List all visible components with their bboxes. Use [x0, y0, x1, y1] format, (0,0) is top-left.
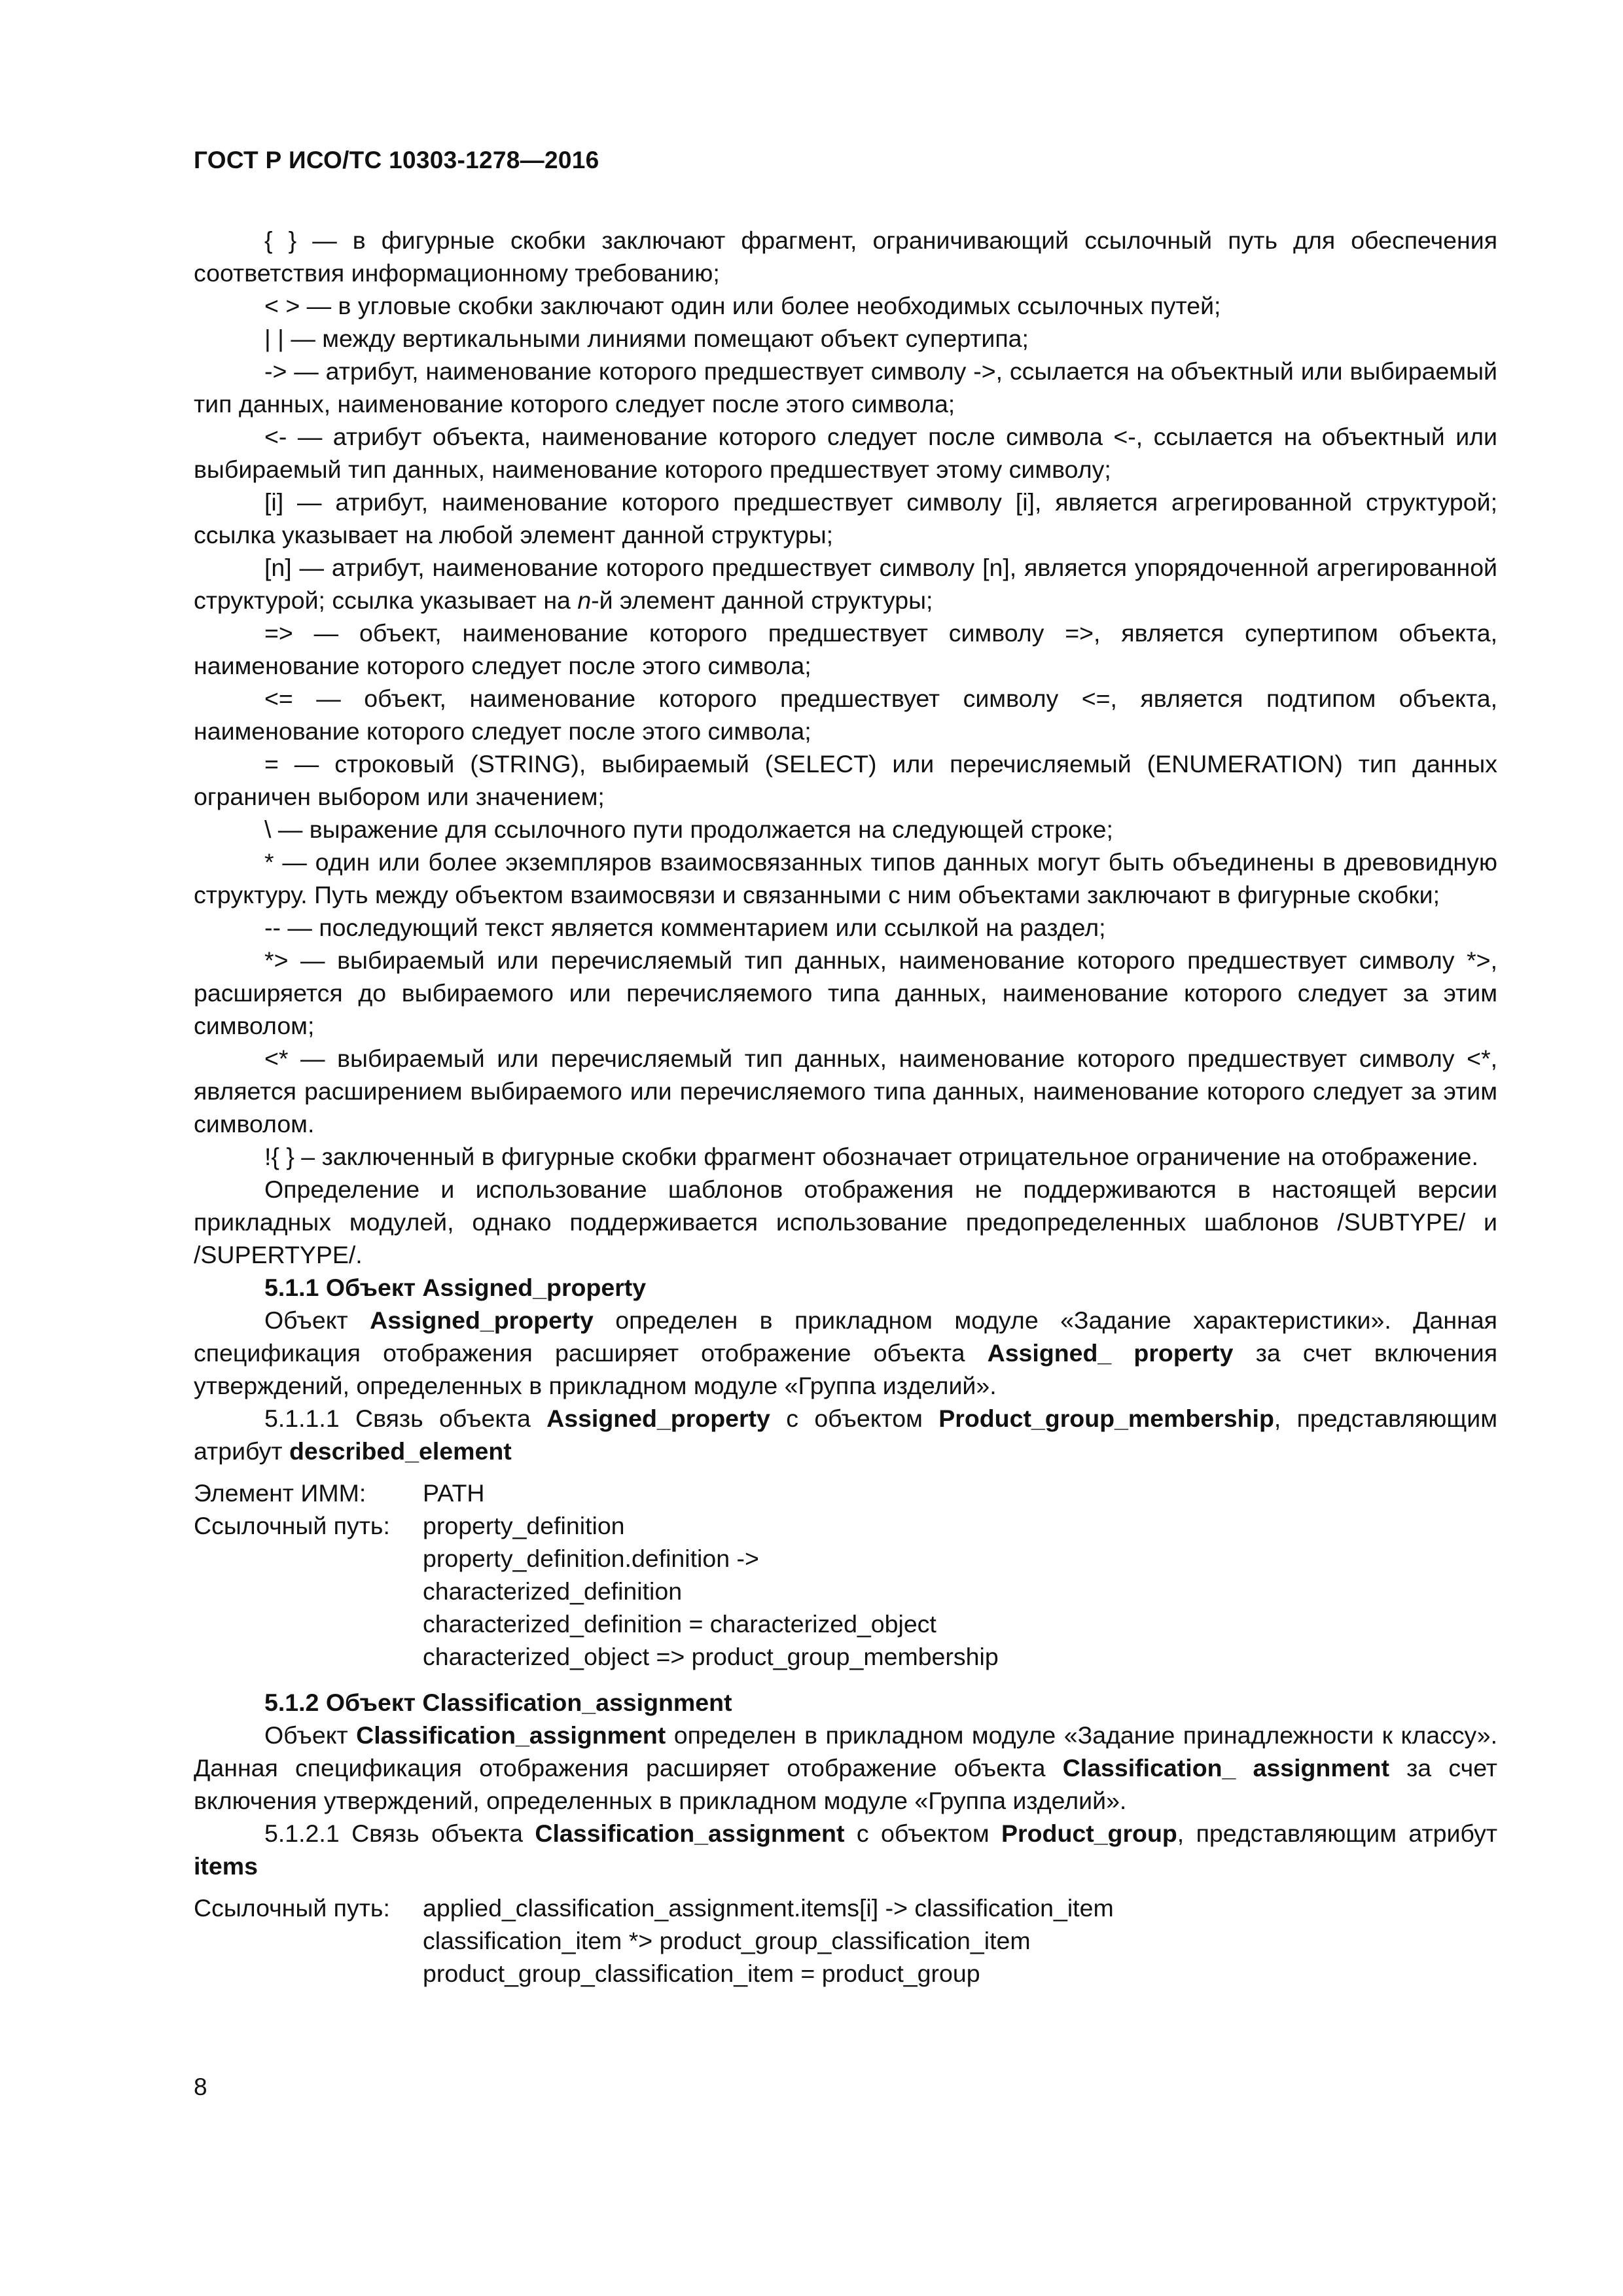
bold-term: Product_group — [1001, 1820, 1177, 1847]
notation-item: -- — последующий текст является комментарием или ссылкой на раздел; — [264, 914, 1106, 941]
reference-path-line: product_group_classification_item = product_group — [423, 1960, 980, 1987]
notation-item — [194, 551, 1497, 617]
reference-path-line: property_definition.definition -> — [423, 1545, 759, 1572]
notation-item: < > — в угловые скобки заключают один или более необходимых ссылочных путей; — [264, 292, 1221, 319]
text-run: определен в прикладном модуле «Задание характеристики». Данная спецификация отображения расширяет отображение объекта — [194, 1306, 1497, 1367]
notation-item: \ — выражение для ссылочного пути продолжается на следующей строке; — [264, 816, 1113, 843]
text-run: , представляющим атрибут — [1177, 1820, 1498, 1847]
mapping-row — [194, 1575, 1497, 1607]
text-run: за счет включения утверждений, определенных в прикладном модуле «Группа изделий». — [194, 1754, 1497, 1814]
bold-term: Assigned_property — [370, 1306, 594, 1334]
notation-item: => — объект, наименование которого предшествует символу =>, является супертипом объекта, наименование которого следует после этого символа; — [194, 619, 1497, 679]
mapping-row — [194, 1640, 1497, 1673]
bold-term: Assigned_property — [546, 1405, 770, 1432]
reference-path-line: classification_item *> product_group_classification_item — [423, 1927, 1031, 1954]
reference-path-line: applied_classification_assignment.items[i] -> classification_item — [423, 1894, 1114, 1922]
body-paragraph: Определение и использование шаблонов отображения не поддерживаются в настоящей версии прикладных модулей, однако поддерживается использование предопределенных шаблонов /SUBTYPE/ и /SUPERTYPE/. — [194, 1175, 1497, 1268]
text-run: с объектом — [770, 1405, 939, 1432]
bold-term: Assigned_ property — [987, 1339, 1234, 1367]
page-number: 8 — [194, 2073, 207, 2100]
notation-item: -> — атрибут, наименование которого предшествует символу ->, ссылается на объектный или выбираемый тип данных, наименование которого следует после этого символа; — [194, 357, 1497, 418]
bold-term: Classification_ assignment — [1062, 1754, 1389, 1782]
section-heading-5-1-2: 5.1.2 Объект Classification_assignment — [264, 1689, 732, 1716]
text-run: Объект — [264, 1721, 357, 1749]
mapping-row — [194, 1477, 1497, 1509]
text-run: с объектом — [844, 1820, 1002, 1847]
body-paragraph — [194, 1719, 1497, 1817]
text-run: определен в прикладном модуле «Задание принадлежности к классу». Данная спецификация отображения расширяет отображение объекта — [194, 1721, 1498, 1782]
mapping-row — [194, 1607, 1497, 1640]
notation-item: | | — между вертикальными линиями помещают объект супертипа; — [264, 325, 1029, 352]
notation-item: * — один или более экземпляров взаимосвязанных типов данных могут быть объединены в древовидную структуру. Путь между объектом взаимосвязи и связанными с ним объектами заключают в фигурные скобки; — [194, 848, 1497, 908]
section-heading-5-1-1: 5.1.1 Объект Assigned_property — [264, 1274, 647, 1301]
text-run: , представляющим атрибут — [194, 1405, 1498, 1465]
document-body — [194, 224, 1497, 2003]
text-run: за счет включения утверждений, определенных в прикладном модуле «Группа изделий». — [194, 1339, 1497, 1399]
notation-item: <* — выбираемый или перечисляемый тип данных, наименование которого предшествует символу <*, является расширением выбираемого или перечисляемого типа данных, наименование которого следует за этим символом. — [194, 1045, 1497, 1138]
text-run: Объект — [264, 1306, 370, 1334]
notation-item: { } — в фигурные скобки заключают фрагмент, ограничивающий ссылочный путь для обеспечения соответствия информационному требованию; — [194, 226, 1497, 287]
reference-path-line: property_definition — [423, 1512, 625, 1539]
text-run: 5.1.2.1 Связь объекта — [264, 1820, 535, 1847]
mapping-block — [194, 1477, 1497, 1673]
notation-item: *> — выбираемый или перечисляемый тип данных, наименование которого предшествует символу *>, расширяется до выбираемого или перечисляемого типа данных, наименование которого следует за этим символом; — [194, 946, 1497, 1039]
mapping-value: PATH — [423, 1479, 485, 1507]
notation-item: !{ } – заключенный в фигурные скобки фрагмент обозначает отрицательное ограничение на отображение. — [264, 1143, 1478, 1170]
mapping-row — [194, 1542, 1497, 1575]
notation-item: <= — объект, наименование которого предшествует символу <=, является подтипом объекта, наименование которого следует после этого символа; — [194, 685, 1497, 745]
subsection-paragraph — [194, 1402, 1497, 1467]
subsection-paragraph — [194, 1817, 1497, 1882]
mapping-row — [194, 1892, 1497, 1924]
notation-item: = — строковый (STRING), выбираемый (SELECT) или перечисляемый (ENUMERATION) тип данных ограничен выбором или значением; — [194, 750, 1497, 810]
bold-term: Classification_assignment — [356, 1721, 666, 1749]
reference-path-line: characterized_object => product_group_membership — [423, 1643, 999, 1670]
bold-term: items — [194, 1852, 258, 1880]
bold-term: Product_group_membership — [938, 1405, 1274, 1432]
reference-path-line: characterized_definition = characterized_object — [423, 1610, 936, 1638]
mapping-row — [194, 1924, 1497, 1957]
text-run: [n] — атрибут, наименование которого предшествует символу [n], является упорядоченной агрегированной структурой; ссылка указывает на — [194, 554, 1497, 614]
mapping-row — [194, 1957, 1497, 1990]
mapping-row — [194, 1509, 1497, 1542]
mapping-label: Ссылочный путь: — [194, 1512, 390, 1539]
bold-term: described_element — [289, 1437, 512, 1465]
mapping-block — [194, 1892, 1497, 1990]
notation-item: <- — атрибут объекта, наименование которого следует после символа <-, ссылается на объектный или выбираемый тип данных, наименование которого предшествует этому символу; — [194, 423, 1497, 483]
text-run: -й элемент данной структуры; — [591, 586, 933, 614]
mapping-label: Ссылочный путь: — [194, 1894, 390, 1922]
body-paragraph — [194, 1304, 1497, 1402]
mapping-label: Элемент ИММ: — [194, 1479, 366, 1507]
text-run: 5.1.1.1 Связь объекта — [264, 1405, 547, 1432]
reference-path-line: characterized_definition — [423, 1577, 683, 1605]
bold-term: Classification_assignment — [535, 1820, 845, 1847]
notation-item: [i] — атрибут, наименование которого предшествует символу [i], является агрегированной структурой; ссылка указывает на любой элемент данной структуры; — [194, 488, 1497, 548]
document-header: ГОСТ Р ИСО/ТС 10303-1278—2016 — [194, 147, 599, 173]
italic-n: n — [577, 586, 592, 614]
